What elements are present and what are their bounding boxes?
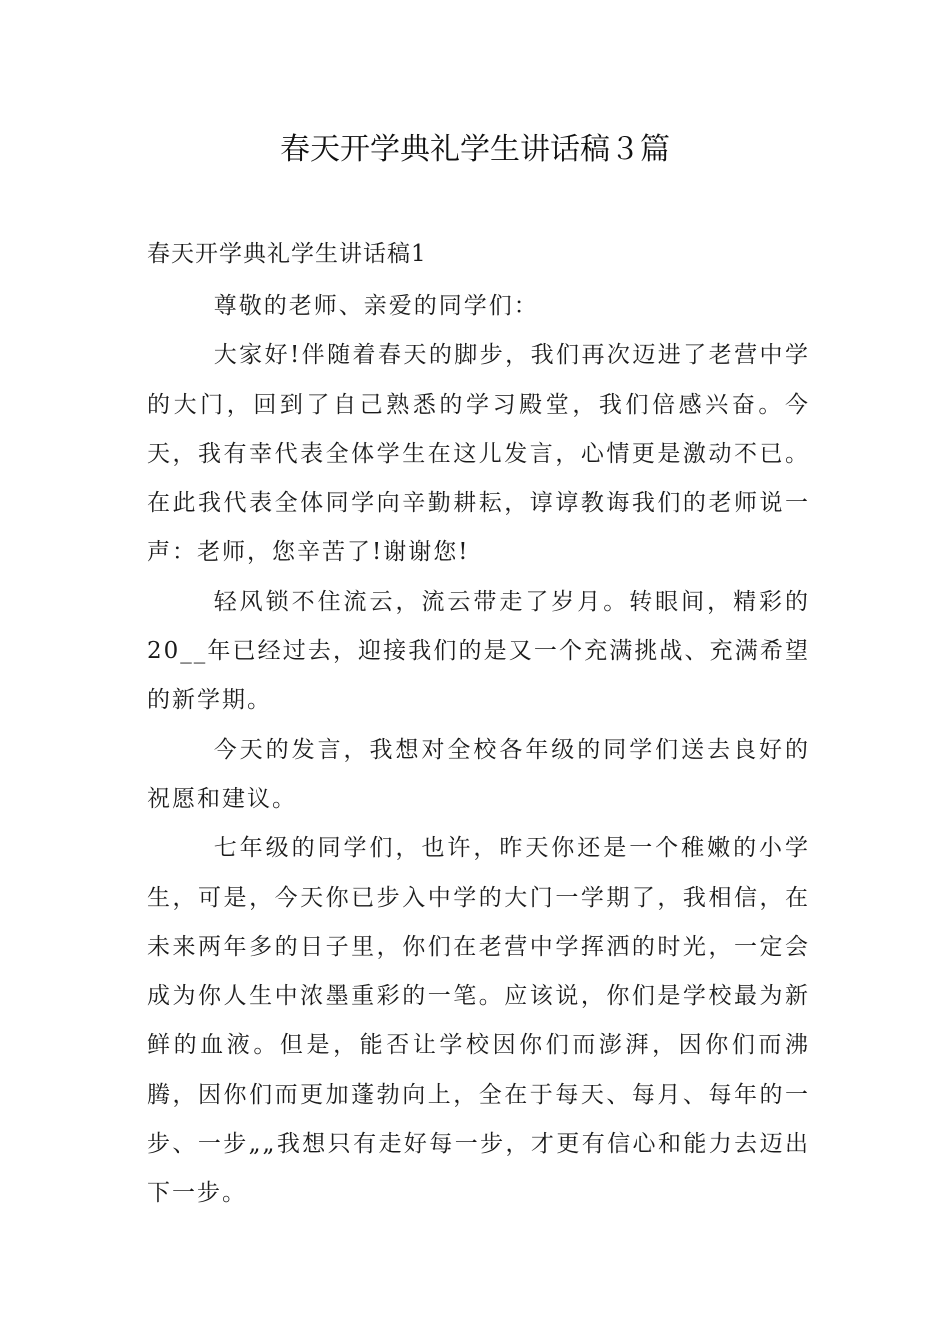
- body-paragraph: 大家好!伴随着春天的脚步，我们再次迈进了老营中学的大门，回到了自己熟悉的学习殿堂，我们倍感兴奋。今天，我有幸代表全体学生在这儿发言，心情更是激动不已。在此我代表全体同学向辛勤耕耘，谆谆教诲我们的老师说一声：老师，您辛苦了!谢谢您!: [147, 342, 810, 566]
- body-paragraph: 轻风锁不住流云，流云带走了岁月。转眼间，精彩的20__年已经过去，迎接我们的是又一个充满挑战、充满希望的新学期。: [147, 588, 810, 714]
- salutation-paragraph: 尊敬的老师、亲爱的同学们：: [213, 293, 539, 319]
- speech-body: [147, 282, 810, 1219]
- document-title: 春天开学典礼学生讲话稿３篇: [280, 132, 670, 167]
- section-heading: 春天开学典礼学生讲话稿1: [147, 241, 427, 267]
- body-paragraph: 七年级的同学们，也许，昨天你还是一个稚嫩的小学生，可是，今天你已步入中学的大门一学期了，我相信，在未来两年多的日子里，你们在老营中学挥洒的时光，一定会成为你人生中浓墨重彩的一笔。应该说，你们是学校最为新鲜的血液。但是，能否让学校因你们而澎湃，因你们而沸腾，因你们而更加蓬勃向上，全在于每天、每月、每年的一步、一步„„我想只有走好每一步，才更有信心和能力去迈出下一步。: [147, 835, 810, 1207]
- body-paragraph: 今天的发言，我想对全校各年级的同学们送去良好的祝愿和建议。: [147, 736, 810, 812]
